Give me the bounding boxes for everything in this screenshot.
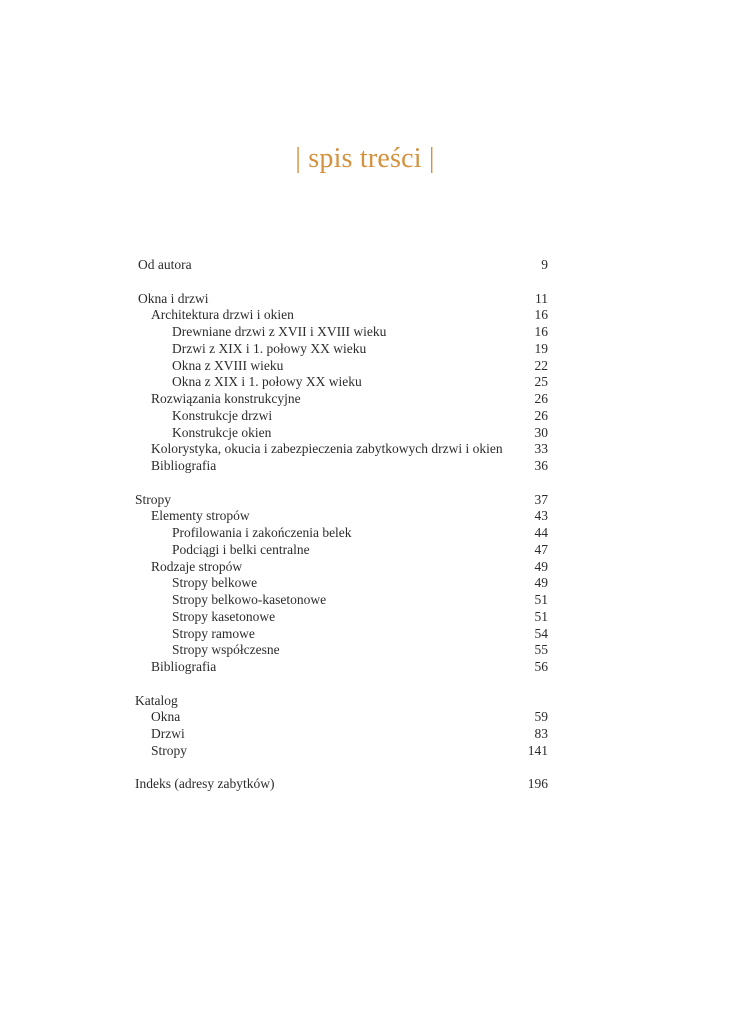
toc-label: Indeks (adresy zabytków) xyxy=(135,776,275,792)
toc-spacer xyxy=(135,274,548,291)
toc-label: Drewniane drzwi z XVII i XVIII wieku xyxy=(172,324,387,339)
toc-page-number: 49 xyxy=(534,575,548,591)
toc-label: Okna xyxy=(151,709,181,725)
toc-page-number: 37 xyxy=(534,491,548,507)
toc-label: Stropy belkowo-kasetonowe xyxy=(172,592,327,607)
toc-entry-konstrukcje-okien[interactable] xyxy=(135,425,548,442)
toc-page-number: 51 xyxy=(534,592,548,607)
toc-label: Bibliografia xyxy=(151,659,217,674)
toc-page-number: 196 xyxy=(527,776,548,792)
toc-page-number: 25 xyxy=(534,374,548,390)
toc-label: Bibliografia xyxy=(151,458,217,473)
toc-page-number: 9 xyxy=(541,257,548,272)
toc-label: Podciągi i belki centralne xyxy=(172,541,310,557)
toc-spacer xyxy=(135,676,548,693)
toc-label: Od autora xyxy=(138,257,192,272)
toc-page-number: 56 xyxy=(534,659,548,674)
page-title: | spis treści | xyxy=(295,143,435,174)
toc-entry-bibliografia[interactable] xyxy=(135,659,548,676)
toc-page-number: 43 xyxy=(534,508,548,524)
toc-entry-drewniane-drzwi[interactable] xyxy=(135,324,548,341)
toc-page-number: 26 xyxy=(534,391,548,406)
toc-label: Stropy belkowe xyxy=(172,575,258,591)
toc-label: Okna z XVIII wieku xyxy=(172,357,284,373)
toc-entry-rodzaje-stropow[interactable] xyxy=(135,559,548,576)
toc-entry-katalog-stropy[interactable] xyxy=(135,743,548,760)
toc-page-number: 44 xyxy=(534,525,548,540)
toc-page-number: 51 xyxy=(534,608,548,624)
toc-label: Konstrukcje okien xyxy=(172,424,272,440)
toc-page-number: 49 xyxy=(534,558,548,574)
toc-entry-architektura[interactable] xyxy=(135,307,548,324)
toc-entry-rozwiazania[interactable] xyxy=(135,391,548,408)
toc-label: Stropy współczesne xyxy=(172,642,280,658)
toc-entry-stropy-belkowo-kasetonowe[interactable] xyxy=(135,592,548,609)
toc-page-number: 47 xyxy=(534,541,548,557)
toc-entry-stropy-ramowe[interactable] xyxy=(135,626,548,643)
toc-entry-drzwi-xix[interactable] xyxy=(135,341,548,358)
toc-label: Okna z XIX i 1. połowy XX wieku xyxy=(172,374,362,390)
toc-page-number: 16 xyxy=(534,307,548,323)
toc-label: Drzwi z XIX i 1. połowy XX wieku xyxy=(172,340,367,356)
toc-entry-stropy-belkowe[interactable] xyxy=(135,575,548,592)
toc-entry-konstrukcje-drzwi[interactable] xyxy=(135,408,548,425)
toc-entry-podciagi[interactable] xyxy=(135,542,548,559)
toc-page-number: 26 xyxy=(534,407,548,423)
toc-spacer xyxy=(135,760,548,777)
toc-page-number: 55 xyxy=(534,642,548,658)
toc-label: Stropy ramowe xyxy=(172,625,255,641)
toc-entry-od-autora[interactable] xyxy=(135,257,548,274)
toc-label: Konstrukcje drzwi xyxy=(172,407,273,423)
toc-label: Stropy xyxy=(135,491,172,507)
toc-label: Architektura drzwi i okien xyxy=(151,307,294,323)
toc-label: Profilowania i zakończenia belek xyxy=(172,525,352,540)
toc-label: Rodzaje stropów xyxy=(151,558,243,574)
toc-entry-katalog-drzwi[interactable] xyxy=(135,726,548,743)
toc-label: Kolorystyka, okucia i zabezpieczenia zabytkowych drzwi i okien xyxy=(151,441,503,457)
toc-entry-bibliografia[interactable] xyxy=(135,458,548,475)
toc-page-number: 59 xyxy=(534,709,548,725)
toc-entry-katalog[interactable] xyxy=(135,693,548,710)
toc-entry-profilowania[interactable] xyxy=(135,525,548,542)
toc-page-number: 54 xyxy=(534,625,548,641)
toc-entry-okna-i-drzwi[interactable] xyxy=(135,291,548,308)
toc-entry-elementy-stropow[interactable] xyxy=(135,508,548,525)
toc-page-number: 141 xyxy=(527,742,548,758)
toc-label: Drzwi xyxy=(151,726,185,741)
toc-entry-stropy-wspolczesne[interactable] xyxy=(135,642,548,659)
toc-entry-indeks[interactable] xyxy=(135,776,548,793)
toc-label: Rozwiązania konstrukcyjne xyxy=(151,391,301,406)
toc-label: Stropy xyxy=(151,742,188,758)
toc-entry-stropy-kasetonowe[interactable] xyxy=(135,609,548,626)
toc-entry-katalog-okna[interactable] xyxy=(135,709,548,726)
toc-label: Katalog xyxy=(135,692,178,708)
toc-page-number: 16 xyxy=(534,324,548,339)
toc-page-number: 36 xyxy=(534,458,548,473)
toc-entry-okna-xviii[interactable] xyxy=(135,358,548,375)
toc-label: Stropy kasetonowe xyxy=(172,608,276,624)
toc-entry-stropy[interactable] xyxy=(135,492,548,509)
toc-page-number: 11 xyxy=(535,290,548,306)
toc-label: Elementy stropów xyxy=(151,508,250,524)
toc-label: Okna i drzwi xyxy=(138,290,209,306)
toc-page-number: 33 xyxy=(534,441,548,457)
toc-page-number: 19 xyxy=(534,340,548,356)
table-of-contents xyxy=(135,257,548,793)
toc-page-number: 30 xyxy=(534,424,548,440)
toc-entry-kolorystyka[interactable] xyxy=(135,441,548,458)
toc-page-number: 83 xyxy=(534,726,548,741)
toc-entry-okna-xix[interactable] xyxy=(135,374,548,391)
toc-spacer xyxy=(135,475,548,492)
toc-page-number: 22 xyxy=(534,357,548,373)
